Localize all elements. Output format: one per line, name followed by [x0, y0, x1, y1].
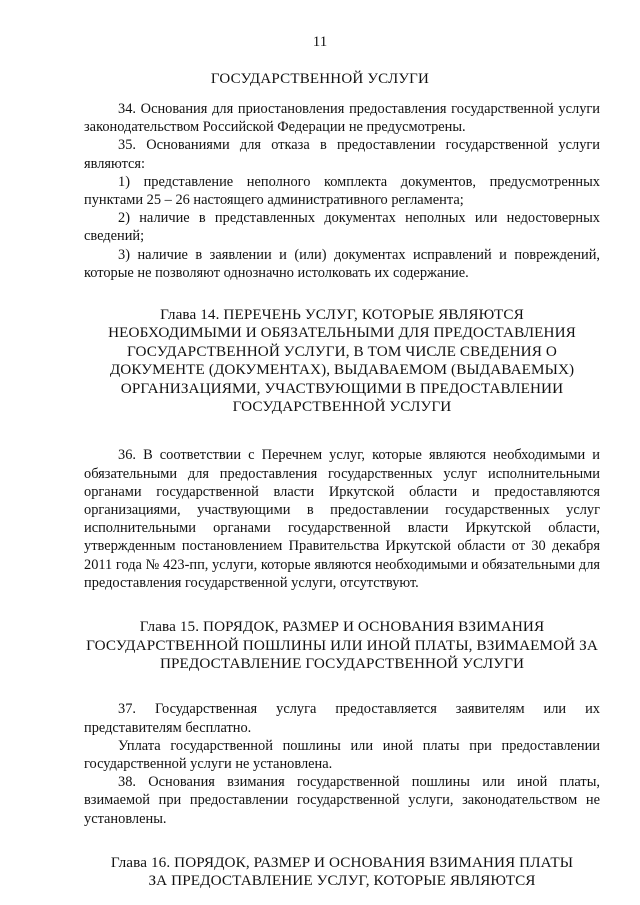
- running-title: ГОСУДАРСТВЕННОЙ УСЛУГИ: [210, 71, 430, 87]
- paragraph-37: 37. Государственная услуга предоставляется заявителям или их представителям бесплатно.: [84, 701, 600, 736]
- chapter-15-line: ПРЕДОСТАВЛЕНИЕ ГОСУДАРСТВЕННОЙ УСЛУГИ: [159, 654, 525, 672]
- paragraph-38: 38. Основания взимания государственной пошлины или иной платы, взимаемой при предоставлении государственной услуги, законодательством не установлены.: [84, 774, 600, 827]
- chapter-14-line: ГОСУДАРСТВЕННОЙ УСЛУГИ, В ТОМ ЧИСЛЕ СВЕДЕНИЯ О: [127, 342, 557, 360]
- chapter-15-line: Глава 15. ПОРЯДОК, РАЗМЕР И ОСНОВАНИЯ ВЗИМАНИЯ: [139, 618, 545, 636]
- list-item-35-3: 3) наличие в заявлении и (или) документах исправлений и повреждений, которые не позволяют однозначно истолковать их содержание.: [84, 246, 600, 281]
- chapter-16-line: Глава 16. ПОРЯДОК, РАЗМЕР И ОСНОВАНИЯ ВЗИМАНИЯ ПЛАТЫ: [110, 853, 574, 871]
- paragraph-35: 35. Основаниями для отказа в предоставлении государственной услуги являются:: [84, 137, 600, 172]
- paragraph-36: 36. В соответствии с Перечнем услуг, которые являются необходимыми и обязательными для предоставления государственных услуг исполнительными органами государственной власти Иркутской области и предоставляются организациями, участвующими в предоставлении государственных услуг исполнительными органами государственной власти Иркутской области, утвержденным постановлением Правительства Иркутской области от 30 декабря 2011 года № 423-пп, услуги, которые являются необходимыми и обязательными для предоставления государственной услуги, отсутствуют.: [84, 447, 600, 591]
- page-number: 11: [312, 34, 328, 50]
- chapter-14-line: ГОСУДАРСТВЕННОЙ УСЛУГИ: [232, 398, 452, 416]
- chapter-14-line: ОРГАНИЗАЦИЯМИ, УЧАСТВУЮЩИМИ В ПРЕДОСТАВЛЕНИИ: [120, 379, 564, 397]
- list-item-35-1: 1) представление неполного комплекта документов, предусмотренных пунктами 25 – 26 настоящего административного регламента;: [84, 173, 600, 209]
- chapter-15-line: ГОСУДАРСТВЕННОЙ ПОШЛИНЫ ИЛИ ИНОЙ ПЛАТЫ, ВЗИМАЕМОЙ ЗА: [86, 636, 598, 654]
- chapter-16-line: ЗА ПРЕДОСТАВЛЕНИЕ УСЛУГ, КОТОРЫЕ ЯВЛЯЮТСЯ: [148, 872, 536, 890]
- chapter-14-heading: [84, 306, 600, 416]
- chapter-14-line: ДОКУМЕНТЕ (ДОКУМЕНТАХ), ВЫДАВАЕМОМ (ВЫДАВАЕМЫХ): [109, 361, 575, 379]
- paragraph-37-fee: Уплата государственной пошлины или иной платы при предоставлении государственной услуги не установлена.: [84, 737, 600, 772]
- chapter-14-line: Глава 14. ПЕРЕЧЕНЬ УСЛУГ, КОТОРЫЕ ЯВЛЯЮТСЯ: [160, 306, 524, 324]
- list-item-35-2: 2) наличие в представленных документах неполных или недостоверных сведений;: [84, 210, 600, 245]
- chapter-16-heading: [84, 854, 600, 891]
- paragraph-34: 34. Основания для приостановления предоставления государственной услуги законодательством Российской Федерации не предусмотрены.: [84, 101, 600, 136]
- chapter-15-heading: [84, 618, 600, 673]
- document-body: [84, 100, 600, 891]
- chapter-14-line: НЕОБХОДИМЫМИ И ОБЯЗАТЕЛЬНЫМИ ДЛЯ ПРЕДОСТАВЛЕНИЯ: [108, 324, 576, 342]
